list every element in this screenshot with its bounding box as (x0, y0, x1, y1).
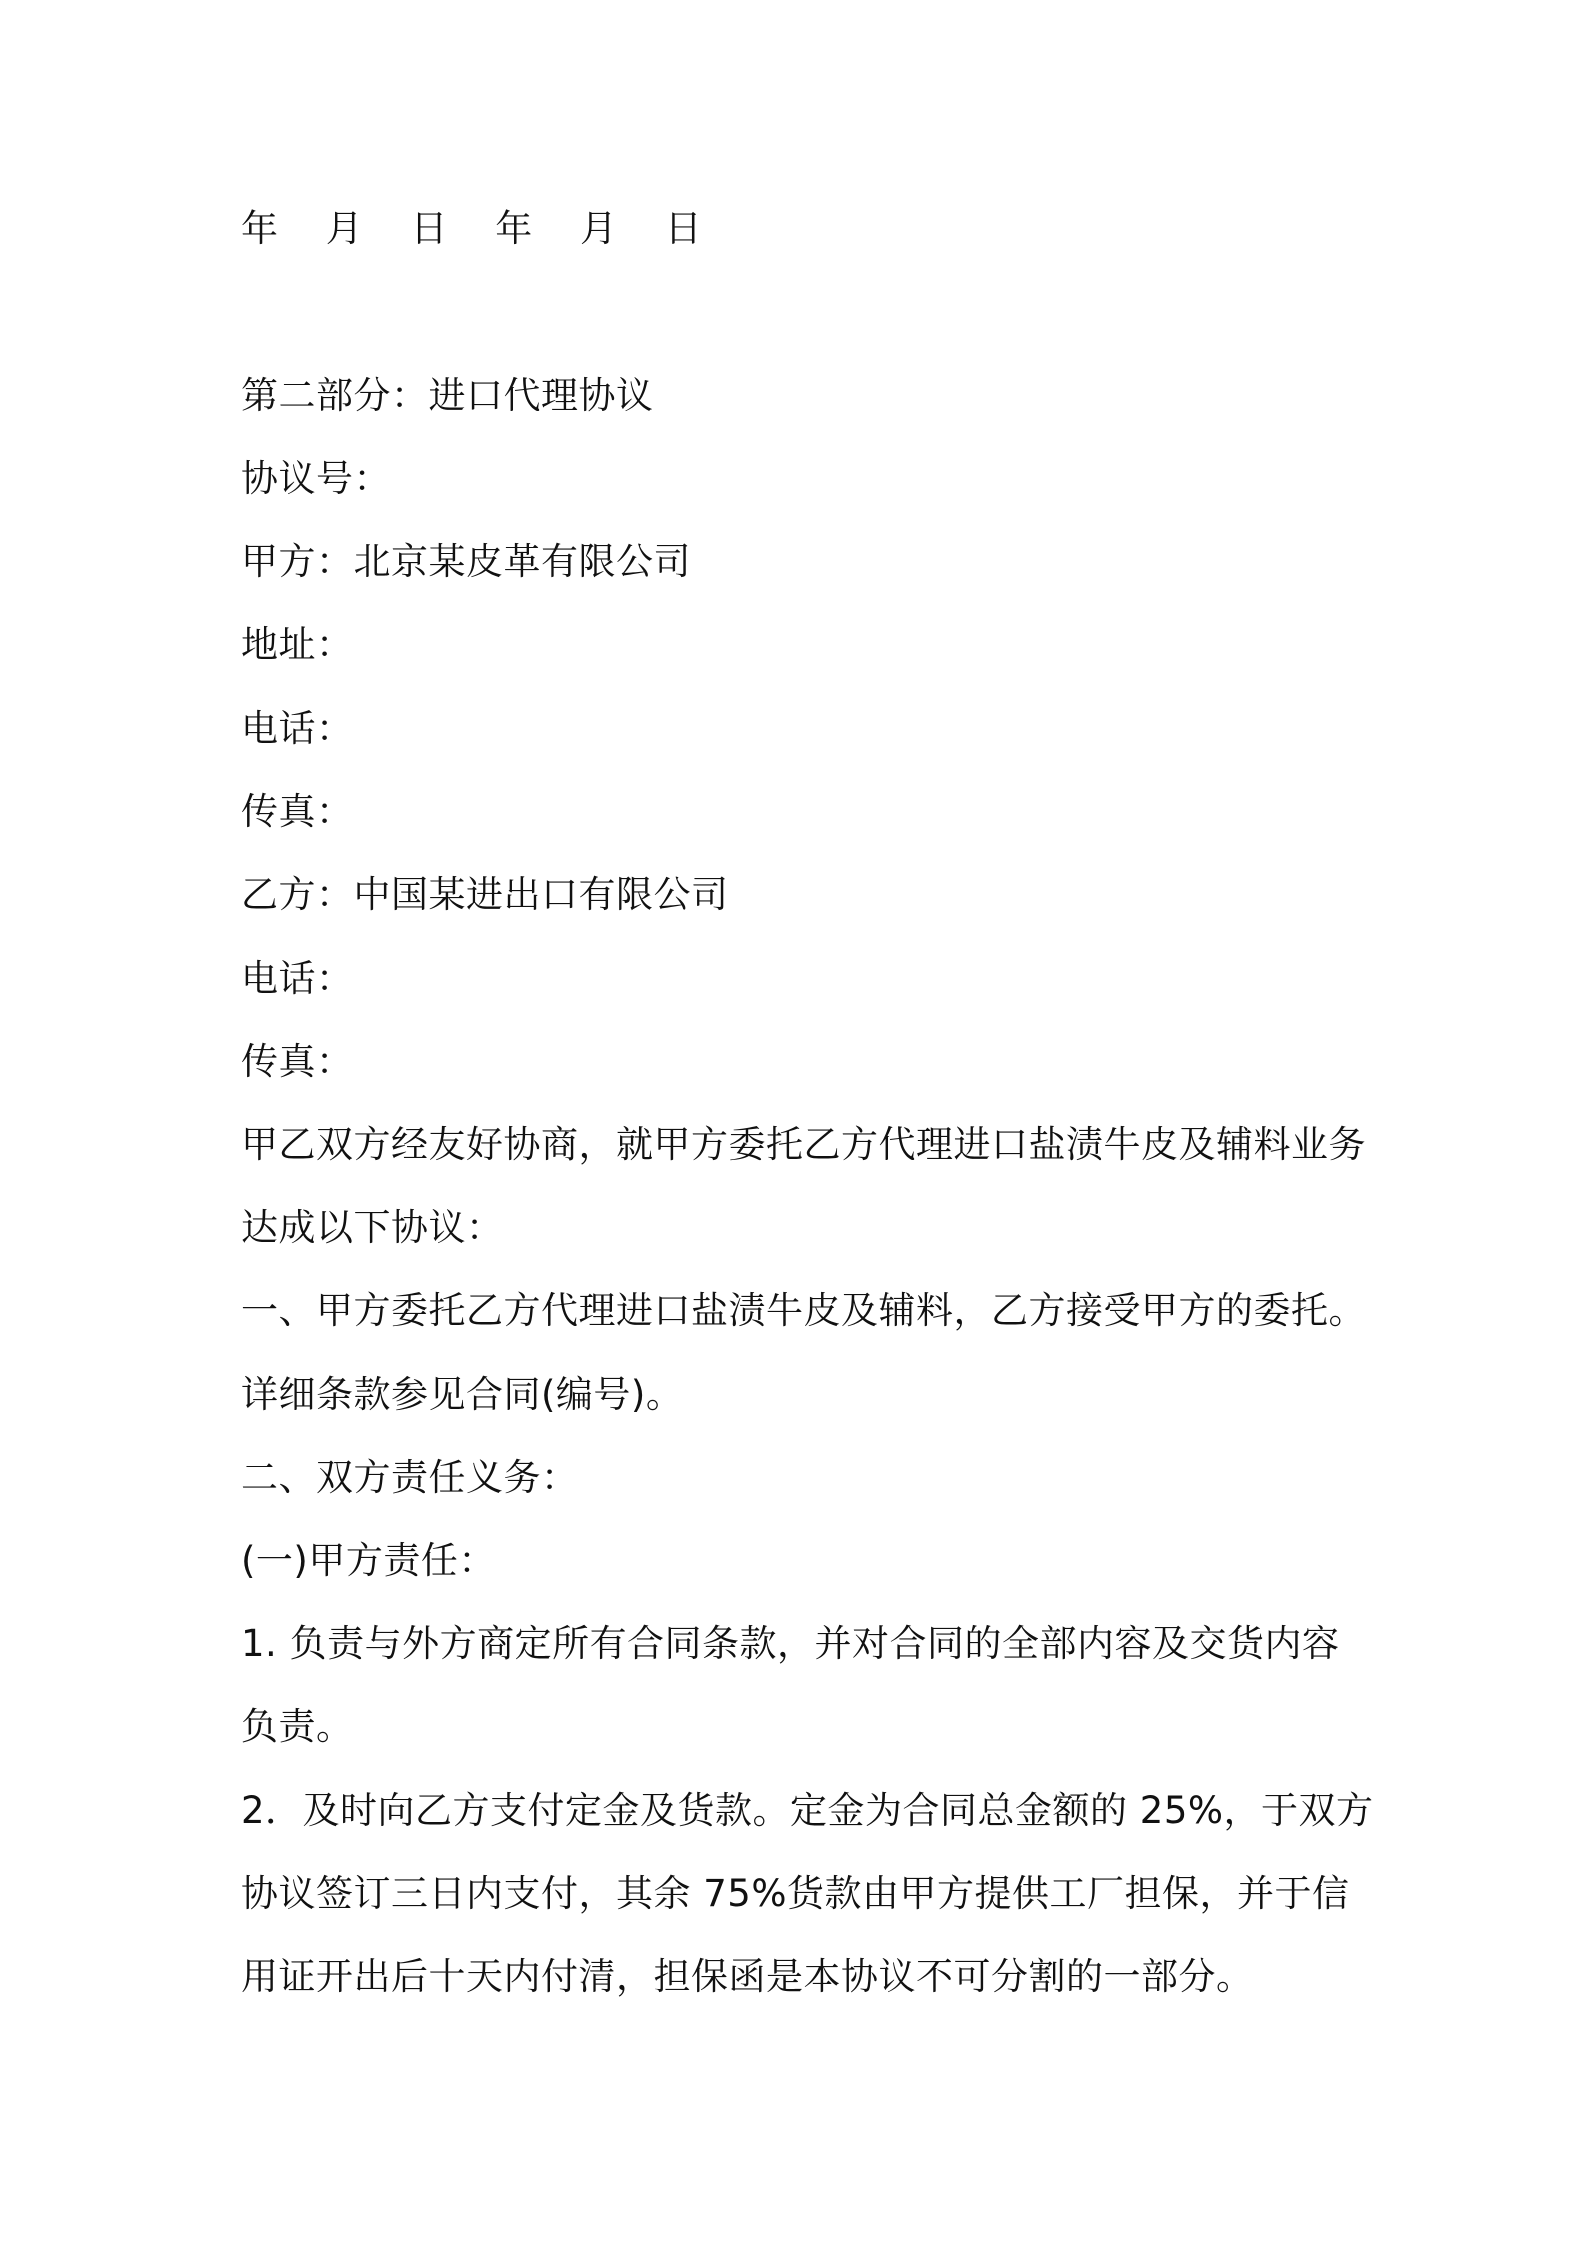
agreement-number-label: 协议号： (241, 457, 391, 500)
date-line: 年 月 日 年 月 日 (241, 207, 720, 250)
fax-a-label: 传真： (241, 790, 354, 833)
fax-b-label: 传真： (241, 1040, 354, 1083)
item-1-line-2: 负责。 (241, 1705, 354, 1748)
party-a-line: 甲方：北京某皮革有限公司 (241, 540, 691, 583)
address-label: 地址： (241, 623, 354, 666)
item-2-line-1: 2．及时向乙方支付定金及货款。定金为合同总金额的 25%，于双方 (241, 1789, 1374, 1832)
item-1-line-1: 1. 负责与外方商定所有合同条款，并对合同的全部内容及交货内容 (241, 1622, 1340, 1665)
section-title: 第二部分：进口代理协议 (241, 374, 654, 417)
clause-1-line-2: 详细条款参见合同(编号)。 (241, 1373, 684, 1416)
clause-2-subtitle-party-a: (一)甲方责任： (241, 1539, 496, 1582)
item-2-line-2: 协议签订三日内支付，其余 75%货款由甲方提供工厂担保，并于信 (241, 1872, 1350, 1915)
preamble-line-2: 达成以下协议： (241, 1206, 504, 1249)
party-b-line: 乙方：中国某进出口有限公司 (241, 873, 729, 916)
phone-b-label: 电话： (241, 957, 354, 1000)
clause-2-title: 二、双方责任义务： (241, 1456, 579, 1499)
preamble-line-1: 甲乙双方经友好协商，就甲方委托乙方代理进口盐渍牛皮及辅料业务 (241, 1123, 1366, 1166)
phone-a-label: 电话： (241, 707, 354, 750)
clause-1-line-1: 一、甲方委托乙方代理进口盐渍牛皮及辅料，乙方接受甲方的委托。 (241, 1289, 1366, 1332)
item-2-line-3: 用证开出后十天内付清，担保函是本协议不可分割的一部分。 (241, 1955, 1254, 1998)
